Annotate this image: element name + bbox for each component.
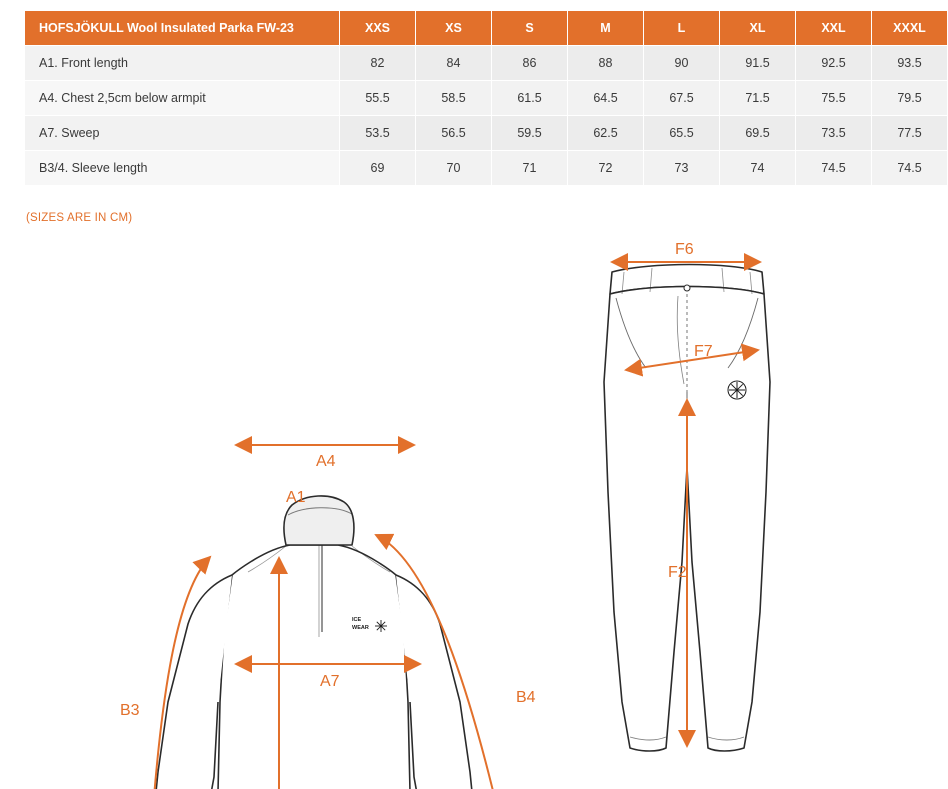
units-note: (SIZES ARE IN CM) — [26, 212, 133, 224]
measure-label: B3/4. Sleeve length — [25, 151, 340, 186]
measure-label-b4: B4 — [516, 689, 536, 706]
snowflake-icon — [375, 620, 387, 632]
measure-value: 71.5 — [720, 81, 796, 116]
measure-value: 93.5 — [872, 46, 948, 81]
size-header-xxl: XXL — [796, 11, 872, 46]
measure-value: 70 — [416, 151, 492, 186]
measure-value: 88 — [568, 46, 644, 81]
size-chart-table-container — [24, 10, 924, 186]
measure-value: 58.5 — [416, 81, 492, 116]
measure-value: 62.5 — [568, 116, 644, 151]
measure-value: 86 — [492, 46, 568, 81]
size-header-l: L — [644, 11, 720, 46]
table-row — [25, 116, 948, 151]
measure-label-f6: F6 — [675, 241, 694, 258]
measure-value: 69.5 — [720, 116, 796, 151]
jacket-illustration — [120, 445, 536, 789]
measure-label: A1. Front length — [25, 46, 340, 81]
size-header-xxxl: XXXL — [872, 11, 948, 46]
measure-label-a7: A7 — [320, 673, 340, 690]
measure-value: 53.5 — [340, 116, 416, 151]
measure-value: 55.5 — [340, 81, 416, 116]
size-header-xs: XS — [416, 11, 492, 46]
brand-line-1: ICE — [352, 617, 362, 623]
brand-line-2: WEAR — [352, 625, 369, 631]
measure-value: 74 — [720, 151, 796, 186]
pants-illustration — [604, 241, 770, 751]
measure-value: 77.5 — [872, 116, 948, 151]
product-name-header: HOFSJÖKULL Wool Insulated Parka FW-23 — [25, 11, 340, 46]
measure-label: A7. Sweep — [25, 116, 340, 151]
size-header-s: S — [492, 11, 568, 46]
size-header-xl: XL — [720, 11, 796, 46]
measure-label: A4. Chest 2,5cm below armpit — [25, 81, 340, 116]
table-header — [25, 11, 948, 46]
measure-value: 67.5 — [644, 81, 720, 116]
measure-value: 84 — [416, 46, 492, 81]
measure-value: 64.5 — [568, 81, 644, 116]
measure-value: 73.5 — [796, 116, 872, 151]
measure-value: 73 — [644, 151, 720, 186]
measure-value: 74.5 — [872, 151, 948, 186]
measure-value: 75.5 — [796, 81, 872, 116]
measure-value: 71 — [492, 151, 568, 186]
measurement-diagrams — [0, 232, 948, 789]
size-header-m: M — [568, 11, 644, 46]
snowflake-icon — [728, 381, 746, 399]
measure-value: 59.5 — [492, 116, 568, 151]
measure-value: 82 — [340, 46, 416, 81]
table-row — [25, 81, 948, 116]
measure-value: 79.5 — [872, 81, 948, 116]
measure-label-a1: A1 — [286, 489, 306, 506]
measure-label-b3: B3 — [120, 702, 140, 719]
table-row — [25, 151, 948, 186]
measure-label-a4: A4 — [316, 453, 336, 470]
measure-value: 74.5 — [796, 151, 872, 186]
measure-label-f2: F2 — [668, 564, 687, 581]
measure-value: 90 — [644, 46, 720, 81]
table-row — [25, 46, 948, 81]
table-header-row — [25, 11, 948, 46]
table-body — [25, 46, 948, 186]
measure-value: 91.5 — [720, 46, 796, 81]
size-header-xxs: XXS — [340, 11, 416, 46]
measure-value: 69 — [340, 151, 416, 186]
measure-value: 65.5 — [644, 116, 720, 151]
measure-value: 72 — [568, 151, 644, 186]
measure-value: 56.5 — [416, 116, 492, 151]
measure-label-f7: F7 — [694, 343, 713, 360]
diagram-svg — [0, 232, 948, 789]
measure-value: 61.5 — [492, 81, 568, 116]
size-chart-table — [24, 10, 948, 186]
measure-value: 92.5 — [796, 46, 872, 81]
